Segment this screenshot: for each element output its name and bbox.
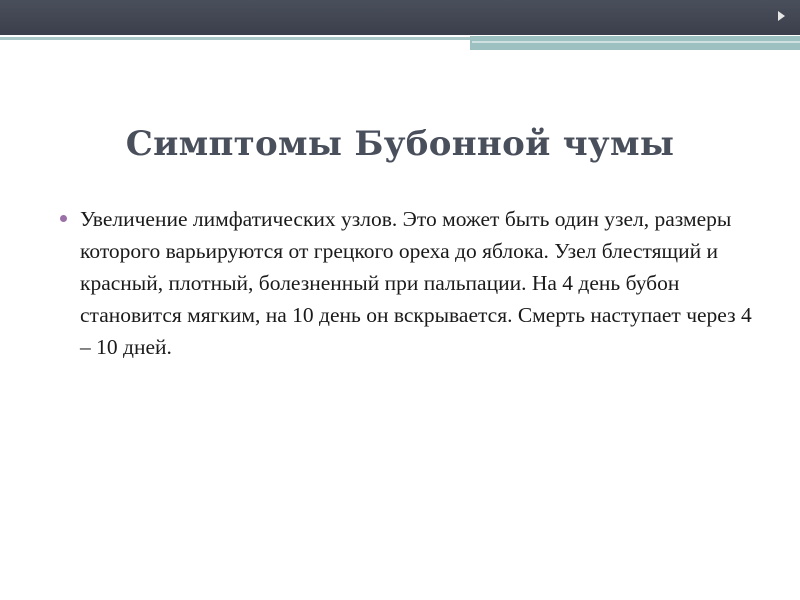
header-accent-strip xyxy=(472,41,800,43)
header-accent-block xyxy=(470,36,800,50)
header-band xyxy=(0,0,800,35)
bullet-list xyxy=(60,203,760,363)
bullet-text: Увеличение лимфатических узлов. Это может быть один узел, размеры которого варьируются от грецкого ореха до яблока. Узел блестящий и красный, плотный, болезненный при пальпации. На 4 день бубон становится мягким, на 10 день он вскрывается. Смерть наступает через 4 – 10 дней. xyxy=(80,207,752,359)
bullet-dot-icon xyxy=(60,215,67,222)
corner-arrow-icon xyxy=(778,11,785,21)
slide-title: Симптомы Бубонной чумы xyxy=(125,124,675,164)
bullet-item xyxy=(60,203,760,363)
